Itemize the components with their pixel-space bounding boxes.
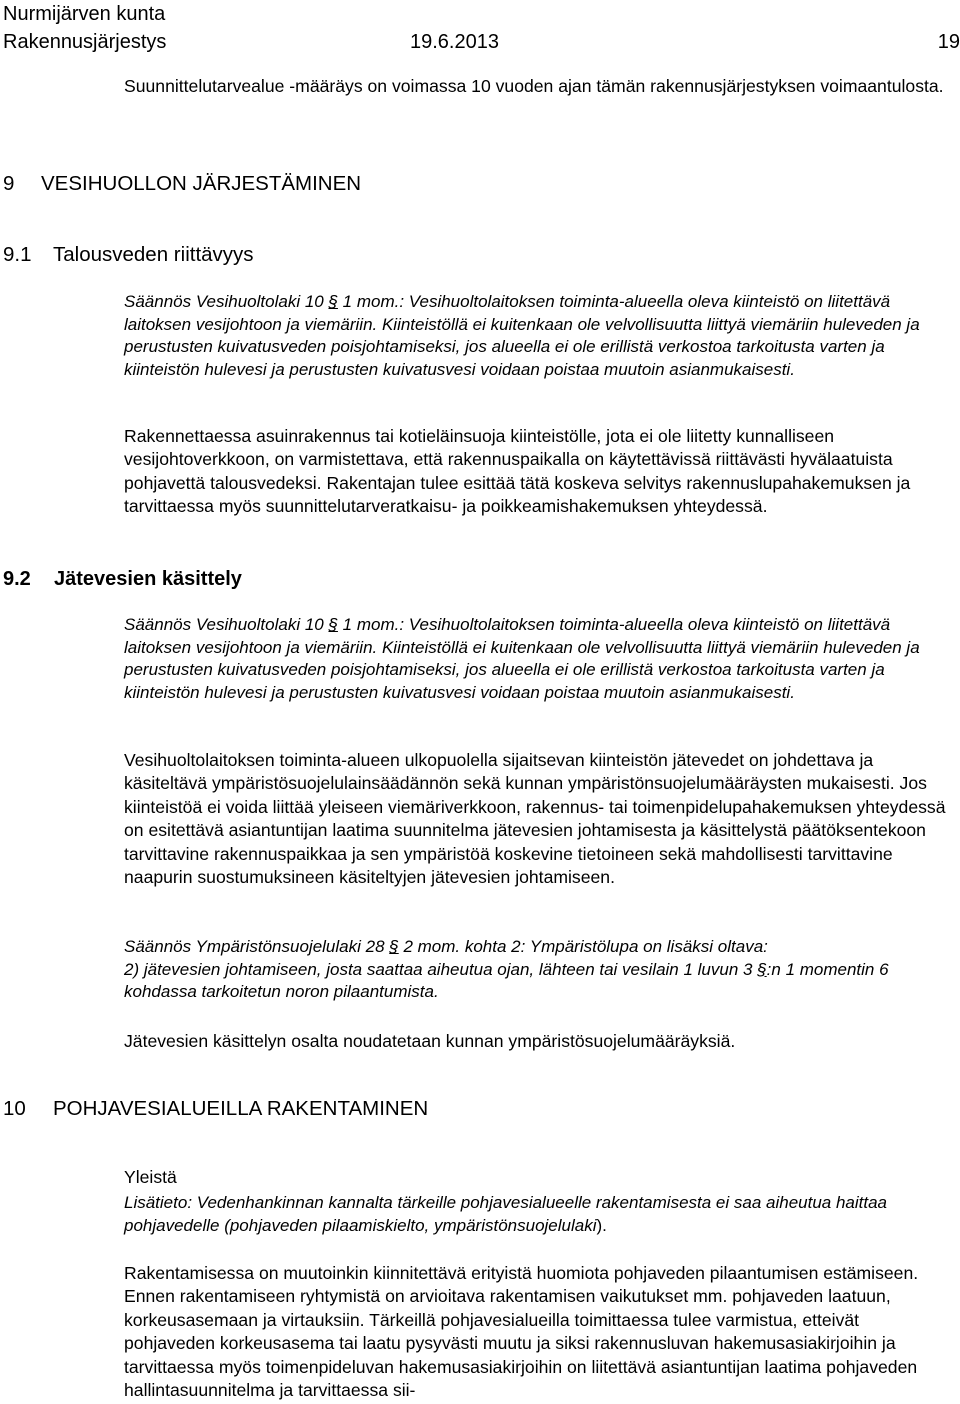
section-9-1-regulation-reference bbox=[124, 291, 952, 381]
section-9-1-title: Talousveden riittävyys bbox=[53, 243, 254, 266]
section-9-2-regulation-reference bbox=[124, 614, 952, 704]
section-sign: § bbox=[757, 959, 767, 979]
regulation-citation: Säännös Vesihuoltolaki 10 bbox=[124, 292, 329, 311]
regulation-text: : Vesihuoltolaitoksen toiminta-alueella oleva kiinteistö on liitettävä laitoksen vesijohtoon ja viemäriin. Kiinteistöllä ei kuitenkaan ole velvollisuutta liittyä viemäriin huleveden ja perustusten kuivatusveden poisjohtamiseksi, jos alueella ei ole erillistä verkostoa tarkoitusta varten ja kiinteistön hulevesi ja perustusten kuivatusvesi voidaan poistaa muutoin asianmukaisesti. bbox=[124, 615, 920, 702]
section-sign: § bbox=[328, 615, 338, 634]
law-item-text-end: :n 1 momentin 6 kohdassa tarkoitetun noron pilaantumista. bbox=[124, 959, 889, 1001]
header-date: 19.6.2013 bbox=[410, 31, 499, 53]
regulation-text: : Vesihuoltolaitoksen toiminta-alueella oleva kiinteistö on liitettävä laitoksen vesijohtoon ja viemäriin. Kiinteistöllä ei kuitenkaan ole velvollisuutta liittyä viemäriin huleveden ja perustusten kuivatusveden poisjohtamiseksi, jos alueella ei ole erillistä verkostoa tarkoitusta varten ja kiinteistön hulevesi ja perustusten kuivatusvesi voidaan poistaa muutoin asianmukaisesti. bbox=[124, 292, 920, 379]
page-header bbox=[3, 0, 960, 56]
section-9-2-closing: Jätevesien käsittelyn osalta noudatetaan kunnan ympäristösuojelumääräyksiä. bbox=[124, 1031, 736, 1051]
section-10-title: POHJAVESIALUEILLA RAKENTAMINEN bbox=[53, 1097, 429, 1120]
section-9-title: VESIHUOLLON JÄRJESTÄMINEN bbox=[41, 172, 362, 195]
header-document-title: Rakennusjärjestys bbox=[3, 31, 167, 53]
info-text: Lisätieto: Vedenhankinnan kannalta tärkeille pohjavesialueelle rakentamisesta ei saa aiheutua haittaa pohjavedelle (pohjaveden pilaamiskielto, ympäristönsuojelulaki bbox=[124, 1193, 887, 1235]
section-10-info bbox=[124, 1192, 952, 1237]
section-9-2-title: Jätevesien käsittely bbox=[54, 568, 242, 590]
section-10-subheading: Yleistä bbox=[124, 1167, 177, 1187]
section-10-heading bbox=[3, 1096, 428, 1122]
environmental-law-line-2 bbox=[124, 959, 952, 1004]
section-10-number: 10 bbox=[3, 1097, 26, 1120]
header-organization: Nurmijärven kunta bbox=[3, 3, 166, 25]
section-9-1-heading bbox=[3, 242, 254, 268]
regulation-citation: Säännös Vesihuoltolaki 10 bbox=[124, 615, 329, 634]
section-10-body: Rakentamisessa on muutoinkin kiinnitettävä erityistä huomiota pohjaveden pilaantumisen estämiseen. Ennen rakentamiseen ryhtymistä on arvioitava rakentamisen vaikutukset mm. pohjaveden laatuun, korkeusasemaan ja virtauksiin. Tärkeillä pohjavesialueilla toimittaessa tulee varmistua, etteivät pohjaveden korkeusasema tai laatu pysyvästi muutu ja siksi rakennusluvan hakemusasiakirjoihin ja tarvittaessa myös toimenpideluvan hakemusasiakirjoihin on liitettävä asiantuntijan laatima pohjaveden hallintasuunnitelma ja tarvittaessa sii- bbox=[124, 1263, 919, 1401]
page-number: 19 bbox=[937, 31, 960, 53]
intro-paragraph: Suunnittelutarvealue -määräys on voimassa 10 vuoden ajan tämän rakennusjärjestyksen voimaantulosta. bbox=[124, 76, 944, 96]
info-text-end: ). bbox=[596, 1215, 607, 1235]
section-9-number: 9 bbox=[3, 172, 15, 195]
section-9-2-heading bbox=[3, 566, 242, 592]
section-sign: § bbox=[389, 937, 399, 956]
regulation-moment: 1 mom. bbox=[337, 292, 400, 311]
environmental-law-reference bbox=[124, 936, 952, 1004]
environmental-law-line-1 bbox=[124, 936, 952, 959]
law-citation: Säännös Ympäristönsuojelulaki 28 bbox=[124, 937, 390, 956]
law-moment: 2 mom. bbox=[398, 937, 461, 956]
section-9-2-body: Vesihuoltolaitoksen toiminta-alueen ulkopuolella sijaitsevan kiinteistön jätevedet on johdettava ja käsiteltävä ympäristösuojelulainsäädännön sekä kunnan ympäristönsuojelumääräysten mukaisesti. Jos kiinteistöä ei voida liittää yleiseen viemäriverkkoon, rakennus- tai toimenpidelupahakemuksen yhteydessä on esitettävä asiantuntijan laatima suunnitelma jätevesien johtamisesta ja käsittelystä päätöksentekoon tarvittavine rakennuspaikkaa ja sen ympäristöä koskevine tietoineen sekä mahdollisesti tarvittavine naapurin suostumuksineen käsiteltyjen jätevesien johtamiseen. bbox=[124, 750, 946, 888]
section-9-2-number: 9.2 bbox=[3, 568, 31, 590]
section-9-heading bbox=[3, 171, 361, 197]
regulation-moment: 1 mom. bbox=[337, 615, 400, 634]
section-sign: § bbox=[328, 292, 338, 311]
law-item-text: 2) jätevesien johtamiseen, josta saattaa aiheutua ojan, lähteen tai vesilain 1 luvun 3 bbox=[124, 959, 758, 979]
section-9-1-body: Rakennettaessa asuinrakennus tai kotieläinsuoja kiinteistölle, jota ei ole liitetty kunnalliseen vesijohtoverkkoon, on varmistettava, että rakennuspaikalla on käytettävissä riittävästi hyvälaatuista pohjavettä talousvedeksi. Rakentajan tulee esittää tätä koskeva selvitys rakennuslupahakemuksen ja tarvittaessa myös suunnittelutarveratkaisu- ja poikkeamishakemuksen yhteydessä. bbox=[124, 426, 911, 517]
law-text: kohta 2: Ympäristölupa on lisäksi oltava: bbox=[460, 937, 768, 956]
section-9-1-number: 9.1 bbox=[3, 243, 32, 266]
header-row bbox=[3, 28, 960, 56]
